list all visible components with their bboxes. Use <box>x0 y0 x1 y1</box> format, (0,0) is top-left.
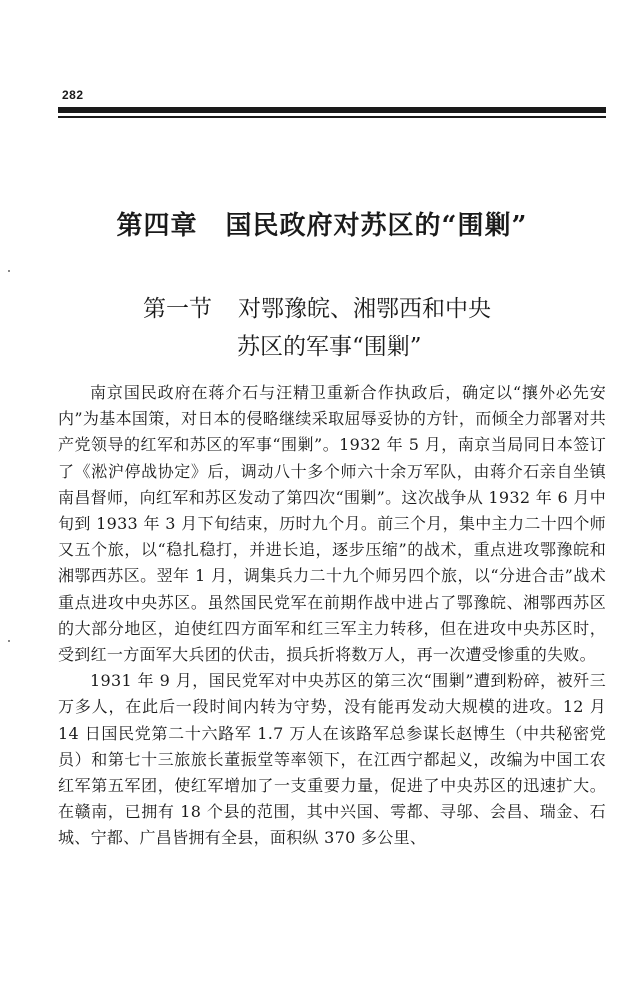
section-label: 第一节 <box>143 296 212 322</box>
header-rule-thin <box>58 116 606 118</box>
body-text <box>58 380 606 852</box>
chapter-label: 第四章 <box>116 211 198 241</box>
section-title-line1: 对鄂豫皖、湘鄂西和中央 <box>238 296 491 322</box>
paragraph: 南京国民政府在蒋介石与汪精卫重新合作执政后，确定以“攘外必先安内”为基本国策，对日本的侵略继续采取屈辱妥协的方针，而倾全力部署对共产党领导的红军和苏区的军事“围剿”。1932 年 5 月，南京当局同日本签订了《淞沪停战协定》后，调动八十多个师六十余万军队，由蒋介石亲自坐镇南昌督师，向红军和苏区发动了第四次“围剿”。这次战争从 1932 年 6 月中旬到 1933 年 3 月下旬结束，历时九个月。前三个月，集中主力二十四个师又五个旅，以“稳扎稳打，并进长追，逐步压缩”的战术，重点进攻鄂豫皖和湘鄂西苏区。翌年 1 月，调集兵力二十九个师另四个旅，以“分进合击”战术重点进攻中央苏区。虽然国民党军在前期作战中进占了鄂豫皖、湘鄂西苏区的大部分地区，迫使红四方面军和红三军主力转移，但在进攻中央苏区时，受到红一方面军大兵团的伏击，损兵折将数万人，再一次遭受惨重的失败。 <box>58 383 606 665</box>
section-heading <box>143 290 491 366</box>
edge-mark <box>8 640 10 642</box>
edge-mark <box>8 270 10 272</box>
chapter-heading <box>0 205 644 242</box>
page-number: 282 <box>62 88 84 102</box>
section-title-line2: 苏区的军事“围剿” <box>237 334 422 360</box>
paragraph: 1931 年 9 月，国民党军对中央苏区的第三次“围剿”遭到粉碎，被歼三万多人，在此后一段时间内转为守势，没有能再发动大规模的进攻。12 月 14 日国民党第二十六路军 1.7 万人在该路军总参谋长赵博生（中共秘密党员）和第七十三旅旅长董振堂等率领下，在江西宁都起义，改编为中国工农红军第五军团，使红军增加了一支重要力量，促进了中央苏区的迅速扩大。在赣南，已拥有 18 个县的范围，其中兴国、雩都、寻邬、会昌、瑞金、石城、宁都、广昌皆拥有全县，面积纵 370 多公里、 <box>58 671 606 848</box>
header-rule-thick <box>58 107 606 113</box>
chapter-title: 国民政府对苏区的“围剿” <box>225 211 528 241</box>
